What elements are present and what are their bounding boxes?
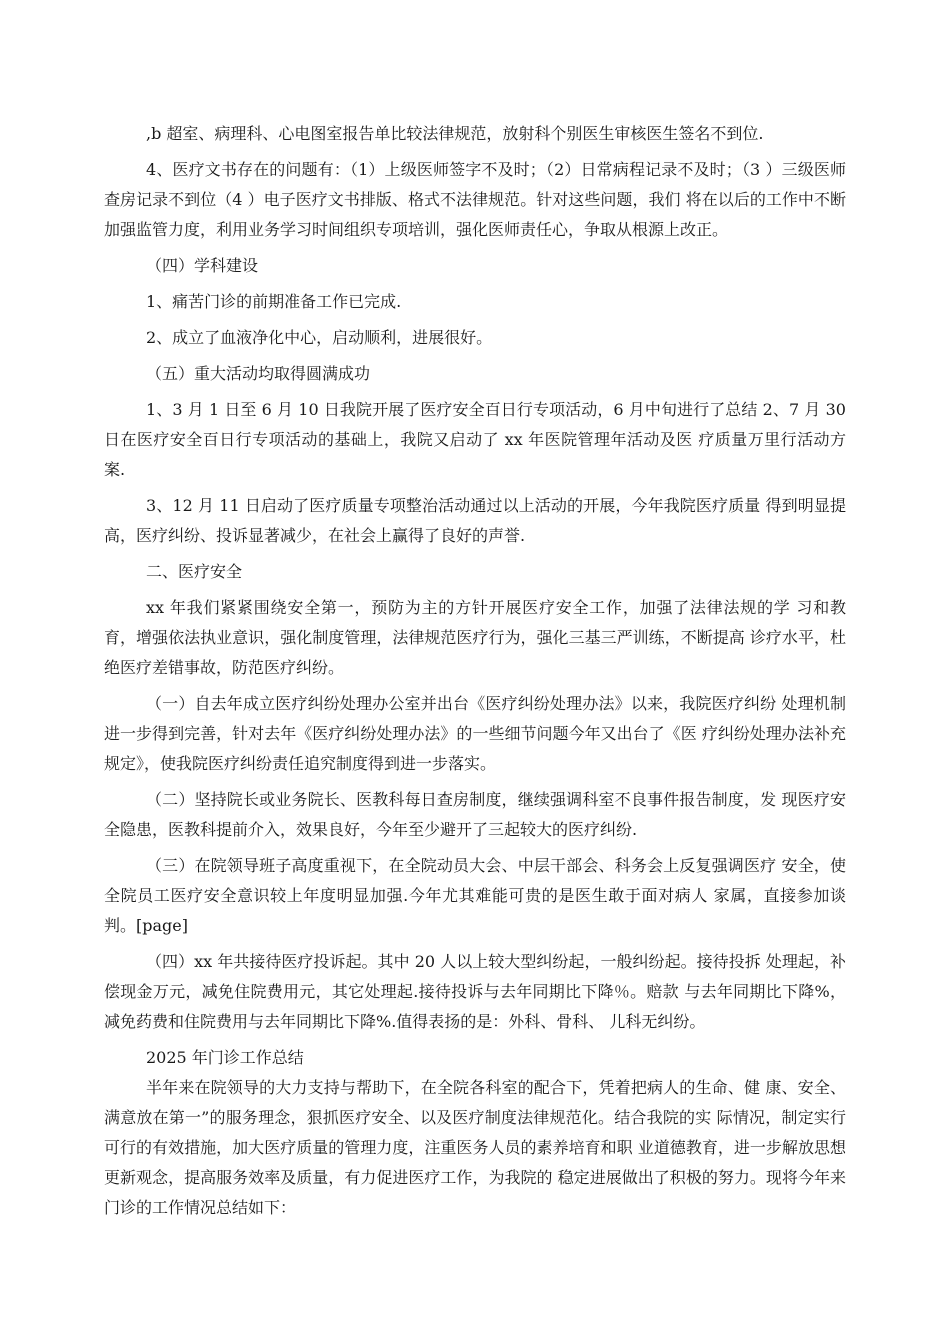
paragraph-ward-rounds: （二）坚持院长或业务院长、医教科每日查房制度，继续强调科室不良事件报告制度，发 现医疗安全隐患，医教科提前介入，效果良好，今年至少避开了三起较大的医疗纠纷. <box>104 790 846 839</box>
heading-outpatient-summary: 2025 年门诊工作总结 <box>146 1048 304 1067</box>
paragraph-pain-clinic: 1、痛苦门诊的前期准备工作已完成. <box>146 292 402 311</box>
heading-discipline-construction: （四）学科建设 <box>146 256 259 275</box>
heading-major-activities: （五）重大活动均取得圆满成功 <box>146 364 371 383</box>
paragraph-report-standards: ,b 超室、病理科、心电图室报告单比较法律规范，放射科个别医生审核医生签名不到位. <box>146 124 764 143</box>
paragraph-blood-purification: 2、成立了血液净化中心，启动顺利，进展很好。 <box>146 328 493 347</box>
paragraph-leadership-attention: （三）在院领导班子高度重视下，在全院动员大会、中层干部会、科务会上反复强调医疗 安全，使全院员工医疗安全意识较上年度明显加强.今年尤其难能可贵的是医生敢于面对病人 家属，直接参加谈判。[page] <box>104 856 846 935</box>
paragraph-safety-first: xx 年我们紧紧围绕安全第一，预防为主的方针开展医疗安全工作，加强了法律法规的学 习和教育，增强依法执业意识，强化制度管理，法律规范医疗行为，强化三基三严训练，不断提高 诊疗水平，杜绝医疗差错事故，防范医疗纠纷。 <box>104 598 846 677</box>
paragraph-quality-rectification: 3、12 月 11 日启动了医疗质量专项整治活动通过以上活动的开展，今年我院医疗质量 得到明显提高，医疗纠纷、投诉显著减少，在社会上赢得了良好的声誉. <box>104 496 846 545</box>
document-body <box>104 119 846 1229</box>
paragraph-medical-records-issues: 4、医疗文书存在的问题有：（1）上级医师签字不及时；（2）日常病程记录不及时；（3 ）三级医师查房记录不到位（4 ）电子医疗文书排版、格式不法律规范。针对这些问题，我们 将在以后的工作中不断加强监管力度，利用业务学习时间组织专项培训，强化医师责任心，争取从根源上改正。 <box>104 160 846 239</box>
paragraph-complaints: （四）xx 年共接待医疗投诉起。其中 20 人以上较大型纠纷起，一般纠纷起。接待投拆 处理起，补偿现金万元，减免住院费用元，其它处理起.接待投诉与去年同期比下降％。赔款 与去年同期比下降%，减免药费和住院费用与去年同期比下降%.值得表扬的是：外科、骨科、 儿科无纠纷。 <box>104 952 846 1031</box>
paragraph-outpatient-intro: 半年来在院领导的大力支持与帮助下，在全院各科室的配合下，凭着把病人的生命、健 康、安全、满意放在第一”的服务理念，狠抓医疗安全、以及医疗制度法律规范化。结合我院的实 际情况，制定实行可行的有效措施，加大医疗质量的管理力度，注重医务人员的素养培育和职 业道德教育，进一步解放思想更新观念，提高服务效率及质量，有力促进医疗工作，为我院的 稳定进展做出了积极的努力。现将今年来门诊的工作情况总结如下： <box>104 1078 846 1217</box>
paragraph-dispute-office: （一）自去年成立医疗纠纷处理办公室并出台《医疗纠纷处理办法》以来，我院医疗纠纷 处理机制进一步得到完善，针对去年《医疗纠纷处理办法》的一些细节问题今年又出台了《医 疗纠纷处理办法补充规定》，使我院医疗纠纷责任追究制度得到进一步落实。 <box>104 694 846 773</box>
heading-medical-safety: 二、医疗安全 <box>146 562 243 581</box>
paragraph-safety-hundred-days: 1、3 月 1 日至 6 月 10 日我院开展了医疗安全百日行专项活动，6 月中旬进行了总结 2、7 月 30 日在医疗安全百日行专项活动的基础上，我院又启动了 xx 年医院管理年活动及医 疗质量万里行活动方案. <box>104 400 846 479</box>
